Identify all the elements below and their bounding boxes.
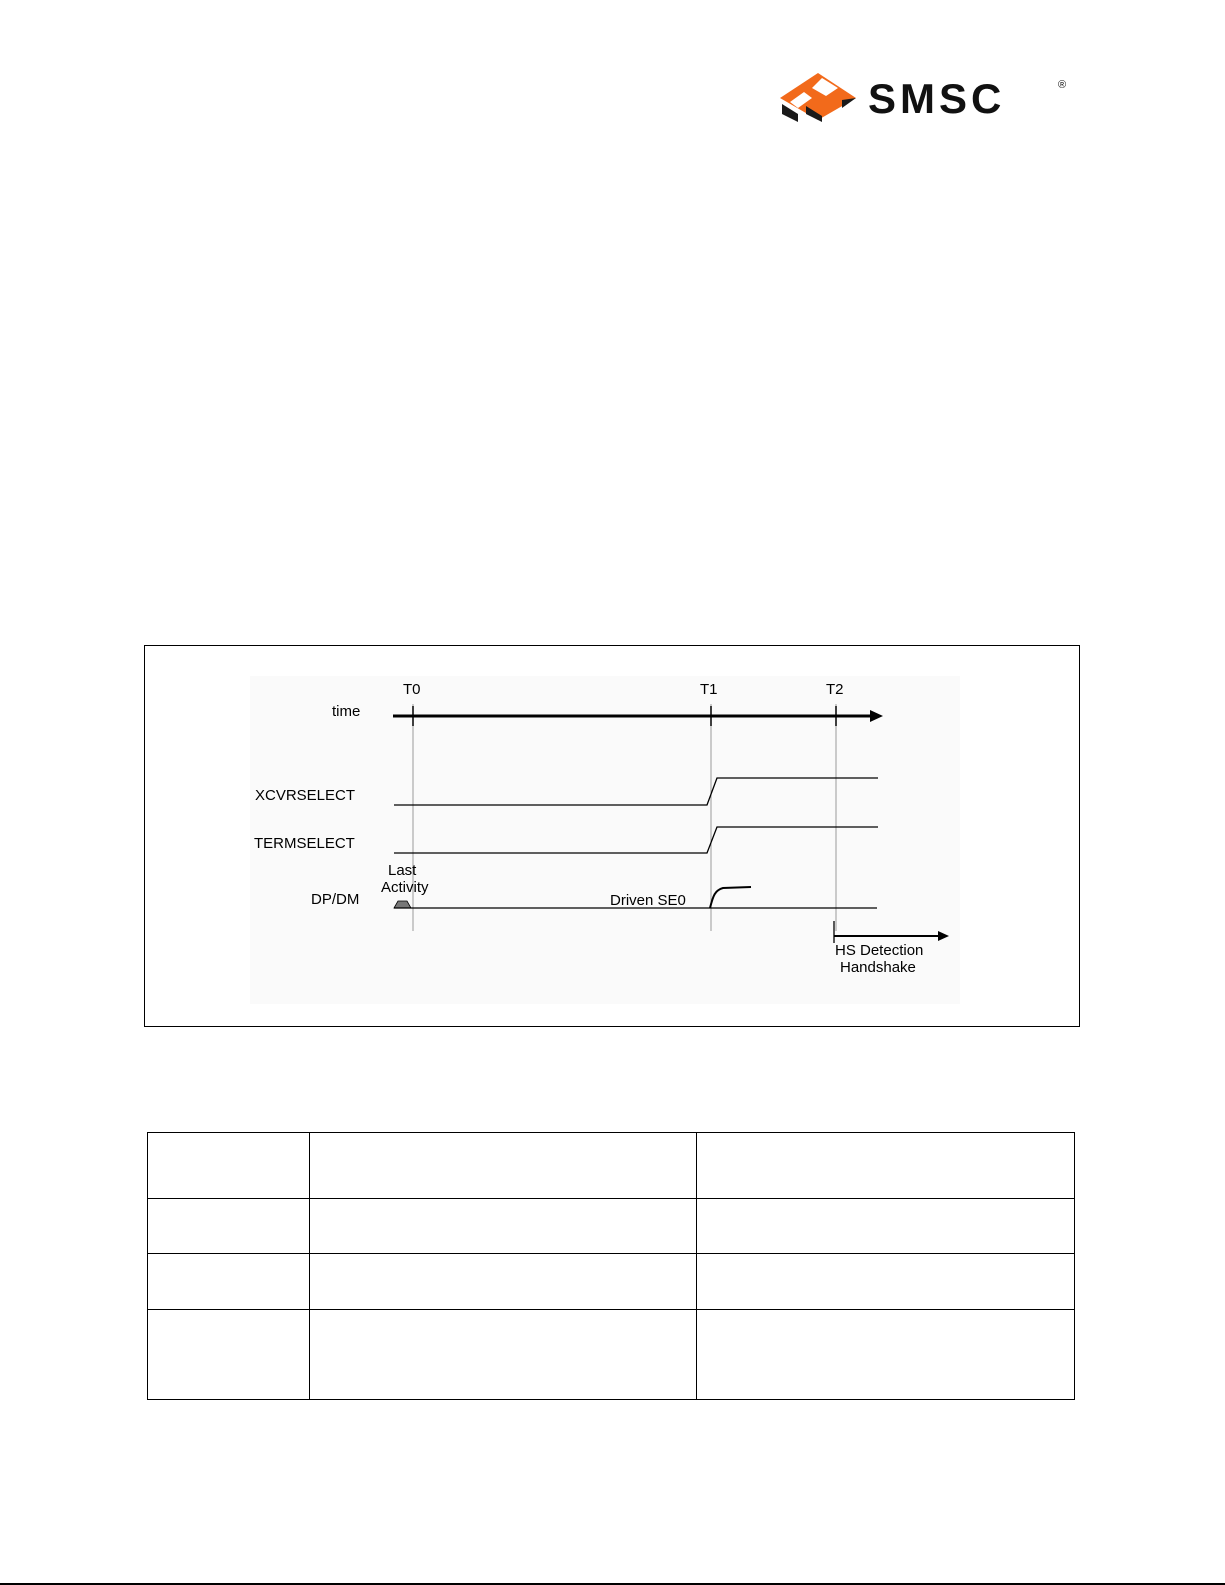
smsc-orange-arrow-icon [780, 73, 856, 122]
table-cell [148, 1133, 310, 1199]
table-cell [148, 1199, 310, 1254]
table-row [148, 1310, 1075, 1400]
table-cell [310, 1310, 697, 1400]
table-cell [697, 1199, 1075, 1254]
marker-label-t2: T2 [826, 681, 844, 698]
timing-diagram-frame [144, 645, 1080, 1027]
table-row [148, 1199, 1075, 1254]
table-cell [697, 1133, 1075, 1199]
table-cell [148, 1310, 310, 1400]
signal-label-dpdm: DP/DM [311, 891, 360, 908]
table-cell [310, 1254, 697, 1310]
signal-label-time: time [332, 703, 361, 720]
signal-label-xcvrselect: XCVRSELECT [255, 787, 356, 804]
annotation-hs-detection: HS Detection [835, 942, 924, 959]
annotation-driven-se0: Driven SE0 [610, 892, 686, 909]
registered-mark: ® [1058, 79, 1067, 91]
marker-label-t1: T1 [700, 681, 718, 698]
table-row [148, 1254, 1075, 1310]
table-cell [310, 1133, 697, 1199]
table-cell [310, 1199, 697, 1254]
table-row [148, 1133, 1075, 1199]
table-cell [148, 1254, 310, 1310]
table-cell [697, 1254, 1075, 1310]
timing-diagram [145, 646, 1079, 1026]
annotation-handshake: Handshake [840, 959, 916, 976]
smsc-logo [780, 70, 1080, 130]
signal-label-termselect: TERMSELECT [254, 835, 355, 852]
marker-label-t0: T0 [403, 681, 421, 698]
annotation-activity: Activity [381, 879, 429, 896]
annotation-last: Last [388, 862, 417, 879]
timing-table [147, 1132, 1075, 1400]
logo-wordmark: SMSC [868, 75, 1006, 122]
table-cell [697, 1310, 1075, 1400]
